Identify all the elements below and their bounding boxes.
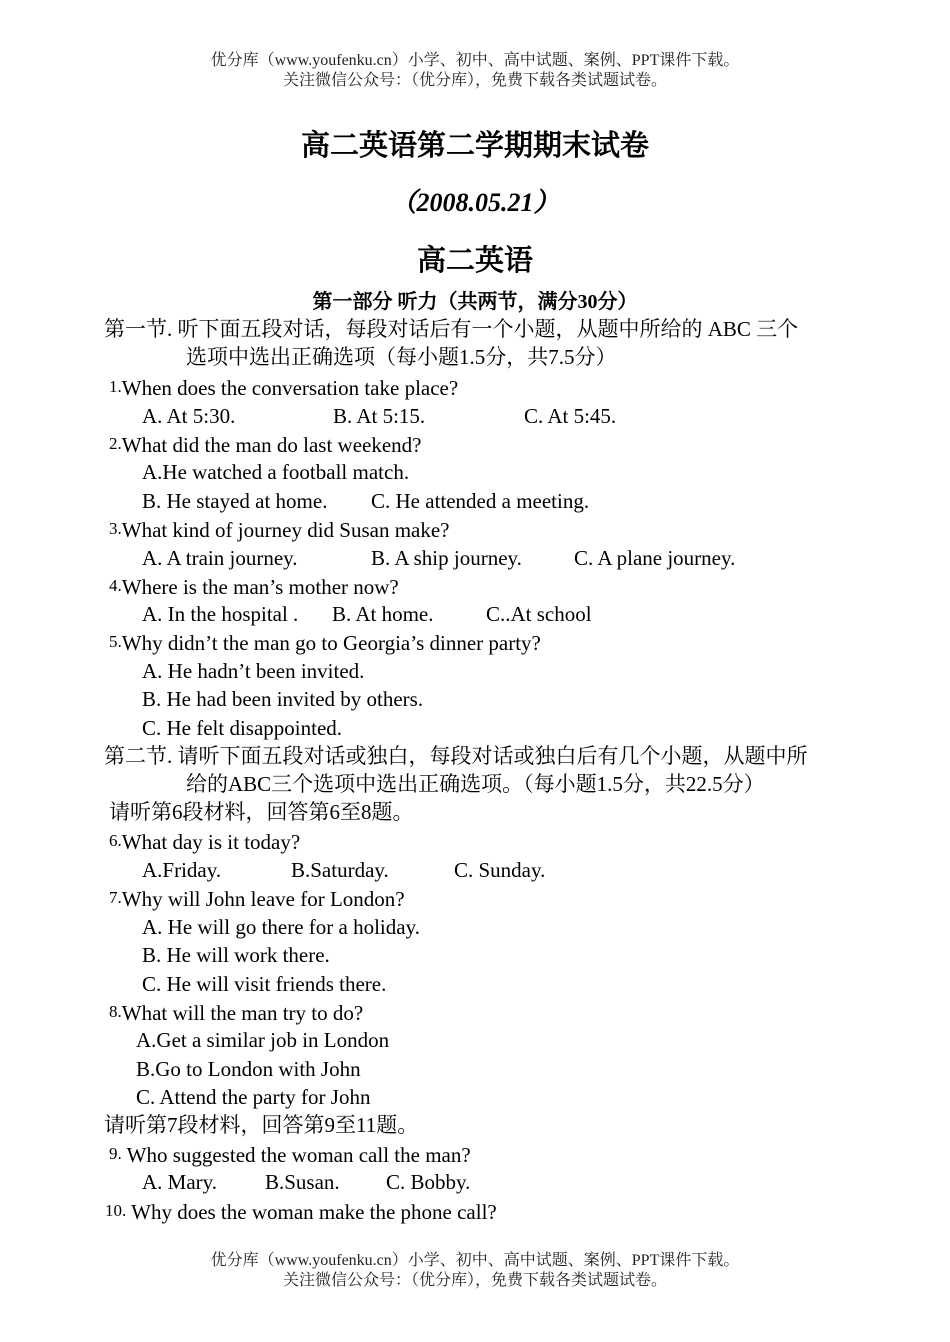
material-6-instruction: 请听第6段材料，回答第6至8题。 (109, 800, 414, 824)
part1-heading: 第一部分 听力（共两节，满分30分） (312, 291, 638, 313)
question-text: What day is it today? (121, 830, 301, 854)
question-4 (109, 572, 399, 601)
q5-option-c: C. He felt disappointed. (142, 716, 343, 740)
q4-option-c: C..At school (486, 602, 592, 626)
q3-option-b: B. A ship journey. (371, 546, 522, 570)
question-number: 5. (109, 632, 122, 651)
page-footer-line1: 优分库（www.youfenku.cn）小学、初中、高中试题、案例、PPT课件下载。 (210, 1252, 740, 1269)
question-number: 2. (109, 434, 122, 453)
question-text: What did the man do last weekend? (121, 433, 422, 457)
question-3 (109, 515, 450, 544)
question-text: When does the conversation take place? (121, 376, 459, 400)
q2-option-b: B. He stayed at home. (142, 489, 328, 513)
q5-option-b: B. He had been invited by others. (142, 687, 424, 711)
q6-option-b: B.Saturday. (291, 858, 389, 882)
q3-option-c: C. A plane journey. (574, 546, 736, 570)
q7-option-a: A. He will go there for a holiday. (142, 915, 420, 939)
q6-option-a: A.Friday. (142, 858, 222, 882)
q1-option-c: C. At 5:45. (524, 404, 617, 428)
material-7-instruction: 请听第7段材料，回答第9至11题。 (104, 1113, 419, 1137)
q8-option-b: B.Go to London with John (136, 1057, 361, 1081)
exam-subtitle: 高二英语 (416, 245, 533, 277)
question-1 (109, 373, 458, 402)
exam-date: （2008.05.21） (390, 188, 560, 217)
q7-option-c: C. He will visit friends there. (142, 972, 387, 996)
question-8 (109, 998, 363, 1027)
page-header-line1: 优分库（www.youfenku.cn）小学、初中、高中试题、案例、PPT课件下载。 (210, 52, 740, 69)
q8-option-a: A.Get a similar job in London (136, 1028, 390, 1052)
question-9 (109, 1140, 471, 1169)
section1-instruction-line1: 第一节. 听下面五段对话，每段对话后有一个小题，从题中所给的 ABC 三个 (104, 317, 799, 341)
q8-option-c: C. Attend the party for John (136, 1085, 371, 1109)
question-text: What will the man try to do? (121, 1001, 364, 1025)
q1-option-a: A. At 5:30. (142, 404, 236, 428)
question-number: 3. (109, 519, 122, 538)
question-5 (109, 628, 541, 657)
question-10 (105, 1197, 497, 1226)
question-text: Where is the man’s mother now? (121, 575, 399, 599)
question-text: Who suggested the woman call the man? (121, 1143, 471, 1167)
question-number: 7. (109, 888, 122, 907)
q7-option-b: B. He will work there. (142, 943, 330, 967)
question-number: 10. (105, 1201, 127, 1220)
section1-instruction-line2: 选项中选出正确选项（每小题1.5分，共7.5分） (186, 345, 617, 369)
q3-option-a: A. A train journey. (142, 546, 298, 570)
question-number: 6. (109, 831, 122, 850)
q5-option-a: A. He hadn’t been invited. (142, 659, 365, 683)
q9-option-c: C. Bobby. (386, 1170, 471, 1194)
q2-option-c: C. He attended a meeting. (371, 489, 590, 513)
question-number: 8. (109, 1002, 122, 1021)
q4-option-b: B. At home. (332, 602, 434, 626)
q9-option-a: A. Mary. (142, 1170, 218, 1194)
section2-instruction-line2: 给的ABC三个选项中选出正确选项。（每小题1.5分，共22.5分） (186, 772, 765, 796)
question-number: 4. (109, 576, 122, 595)
question-2 (109, 430, 421, 459)
question-text: Why will John leave for London? (121, 887, 405, 911)
question-text: Why does the woman make the phone call? (126, 1200, 497, 1224)
q2-option-a: A.He watched a football match. (142, 460, 410, 484)
question-text: Why didn’t the man go to Georgia’s dinner party? (121, 631, 541, 655)
q9-option-b: B.Susan. (265, 1170, 340, 1194)
section2-instruction-line1: 第二节. 请听下面五段对话或独白，每段对话或独白后有几个小题，从题中所 (104, 744, 808, 768)
question-6 (109, 827, 300, 856)
q4-option-a: A. In the hospital . (142, 602, 299, 626)
question-number: 9. (109, 1144, 122, 1163)
question-7 (109, 884, 405, 913)
question-number: 1. (109, 377, 122, 396)
page-footer-line2: 关注微信公众号：（优分库），免费下载各类试题试卷。 (282, 1272, 667, 1289)
question-text: What kind of journey did Susan make? (121, 518, 450, 542)
q1-option-b: B. At 5:15. (333, 404, 426, 428)
page-header-line2: 关注微信公众号：（优分库），免费下载各类试题试卷。 (282, 72, 667, 89)
exam-title: 高二英语第二学期期末试卷 (300, 130, 649, 162)
q6-option-c: C. Sunday. (454, 858, 546, 882)
